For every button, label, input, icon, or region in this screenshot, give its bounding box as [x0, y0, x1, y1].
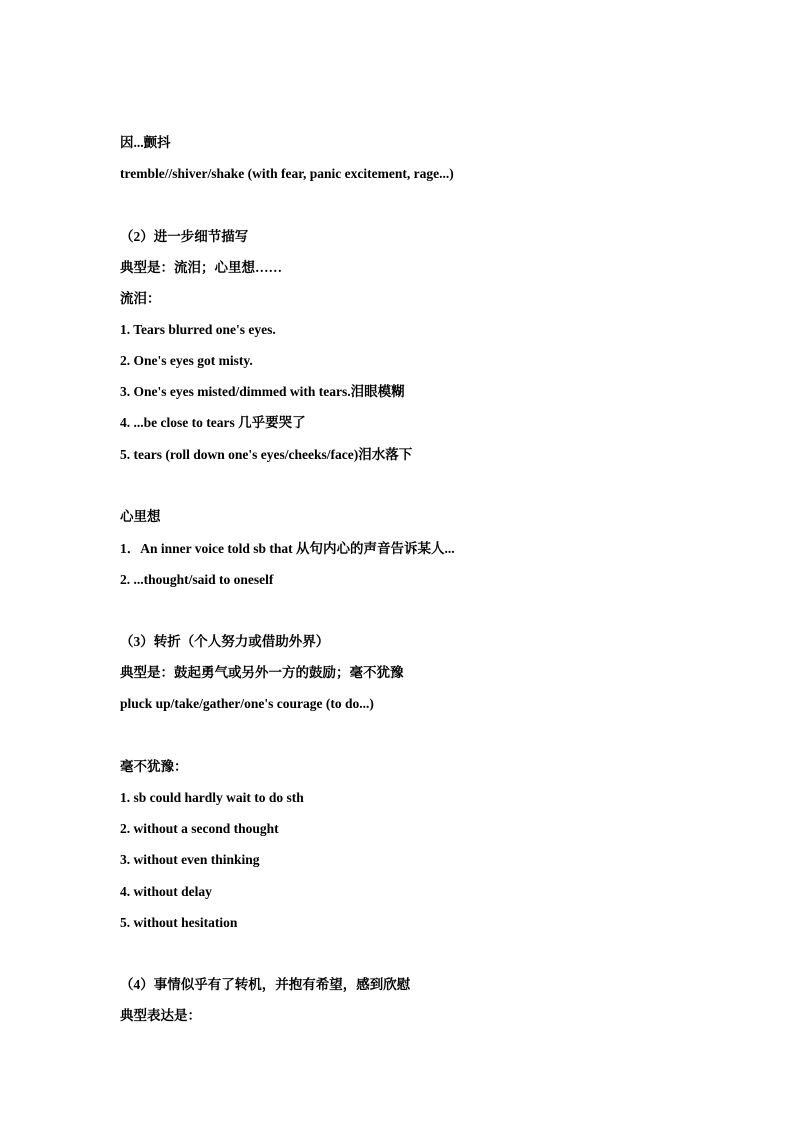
- text-line: 典型是：鼓起勇气或另外一方的鼓励；毫不犹豫: [120, 665, 404, 680]
- list-item: 2. One's eyes got misty.: [120, 353, 253, 368]
- list-item: 1．An inner voice told sb that 从句内心的声音告诉某人...: [120, 541, 455, 556]
- text-line: tremble//shiver/shake (with fear, panic excitement, rage...): [120, 166, 454, 181]
- list-item: 2. without a second thought: [120, 821, 279, 836]
- list-item: 4. without delay: [120, 884, 212, 899]
- list-item: 2. ...thought/said to oneself: [120, 572, 274, 587]
- section-heading: （3）转折（个人努力或借助外界）: [120, 634, 330, 649]
- text-line: 典型是：流泪；心里想……: [120, 260, 282, 275]
- section-heading: （2）进一步细节描写: [120, 229, 249, 244]
- list-item: 5. tears (roll down one's eyes/cheeks/face)泪水落下: [120, 447, 413, 462]
- subheading: 毫不犹豫：: [120, 759, 188, 774]
- list-item: 3. without even thinking: [120, 852, 260, 867]
- text-line: pluck up/take/gather/one's courage (to do...): [120, 696, 374, 711]
- subheading: 流泪：: [120, 291, 161, 306]
- text-line: 因...颤抖: [120, 135, 171, 150]
- list-item: 1. sb could hardly wait to do sth: [120, 790, 304, 805]
- subheading: 心里想: [120, 509, 161, 524]
- list-item: 4. ...be close to tears 几乎要哭了: [120, 415, 306, 430]
- list-item: 1. Tears blurred one's eyes.: [120, 322, 276, 337]
- list-item: 5. without hesitation: [120, 915, 238, 930]
- text-line: 典型表达是：: [120, 1008, 201, 1023]
- section-heading: （4）事情似乎有了转机，并抱有希望，感到欣慰: [120, 977, 411, 992]
- list-item: 3. One's eyes misted/dimmed with tears.泪眼模糊: [120, 384, 405, 399]
